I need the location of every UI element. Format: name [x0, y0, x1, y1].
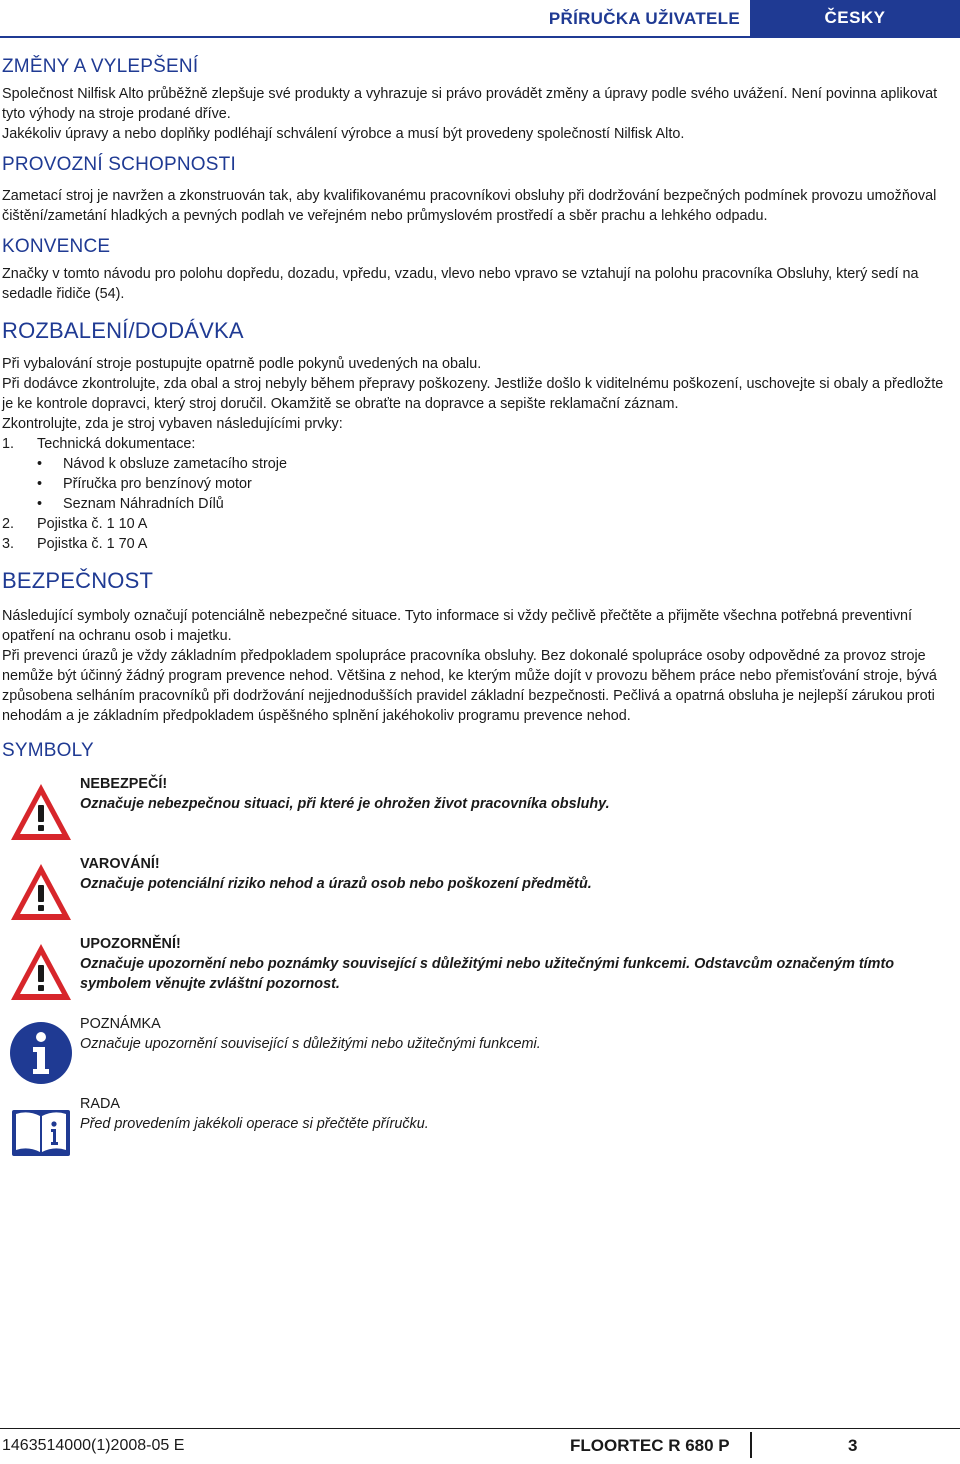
sublist-item: • Seznam Náhradních Dílů	[37, 496, 224, 512]
symbol-description: Označuje nebezpečnou situaci, při které je ohrožen život pracovníka obsluhy.	[80, 796, 610, 812]
unpacking-paragraph-1: Při vybalování stroje postupujte opatrně podle pokynů uvedených na obalu.	[2, 356, 482, 372]
section-operation	[2, 154, 957, 226]
symbol-caution	[2, 934, 957, 1014]
document-code: 1463514000(1)2008-05 E	[2, 1437, 185, 1454]
heading-operation: PROVOZNÍ SCHOPNOSTI	[2, 154, 236, 175]
symbol-description: Před provedením jakékoli operace si přečtěte příručku.	[80, 1116, 429, 1132]
safety-paragraph-2: Při prevenci úrazů je vždy základním předpokladem spolupráce pracovníka obsluhy. Bez dokonalé spolupráce osoby odpovědné za provoz stroje nemůže být účinný žádný program prevence nehod. Většina z nehod, ke kterým může dojít v provozu během práce nebo přemisťování stroje, bývá způsobena selháním pracovníků při dodržování nejjednodušších pravidel základní bezpečnosti. Pečlivá a opatrná obsluha je nejlepší zárukou proti nehodám a je základním předpokladem úspěšného splnění jakéhokoliv programu prevence nehod.	[2, 648, 937, 724]
heading-conventions: KONVENCE	[2, 236, 111, 257]
list-item: 1. Technická dokumentace:	[2, 436, 196, 452]
info-circle-icon	[8, 1020, 74, 1086]
operation-paragraph: Zametací stroj je navržen a zkonstruován tak, aby kvalifikovanému pracovníkovi obsluhy při dodržování bezpečných podmínek provozu umožňoval čištění/zametání hladkých a pevných podlah ve veřejném nebo průmyslovém prostředí a sběr prachu a lehkého odpadu.	[2, 188, 937, 224]
symbol-description: Označuje potenciální riziko nehod a úrazů osob nebo poškození předmětů.	[80, 876, 592, 892]
symbol-title: VAROVÁNÍ!	[80, 856, 160, 872]
symbol-title: NEBEZPEČÍ!	[80, 776, 168, 792]
unpacking-paragraph-3: Zkontrolujte, zda je stroj vybaven následujícími prvky:	[2, 416, 343, 432]
section-changes	[2, 56, 957, 144]
symbol-tip	[2, 1094, 957, 1174]
symbol-danger	[2, 774, 957, 854]
symbol-title: POZNÁMKA	[80, 1016, 161, 1032]
manual-title: PŘÍRUČKA UŽIVATELE	[548, 9, 740, 28]
symbol-description: Označuje upozornění související s důležitými nebo užitečnými funkcemi.	[80, 1036, 541, 1052]
list-item: 3. Pojistka č. 1 70 A	[2, 536, 148, 552]
page-number: 3	[848, 1436, 858, 1455]
heading-safety: BEZPEČNOST	[2, 568, 154, 593]
footer-separator	[750, 1432, 752, 1458]
heading-symbols: SYMBOLY	[2, 740, 94, 761]
heading-changes: ZMĚNY A VYLEPŠENÍ	[2, 56, 199, 77]
symbol-title: RADA	[80, 1096, 120, 1112]
symbol-description: Označuje upozornění nebo poznámky související s důležitými nebo užitečnými funkcemi. Odstavcům označeným tímto symbolem věnujte zvláštní pozornost.	[80, 956, 895, 992]
warning-triangle-icon	[8, 860, 74, 926]
list-item: 2. Pojistka č. 1 10 A	[2, 516, 148, 532]
section-conventions	[2, 236, 957, 304]
open-book-icon	[8, 1100, 74, 1166]
unpacking-paragraph-2: Při dodávce zkontrolujte, zda obal a stroj nebyly během přepravy poškozeny. Jestliže došlo k viditelnému poškození, uschovejte si obaly a předložte je ke kontrole dopravci, který stroj doručil. Okamžitě se obraťte na dopravce a sepište reklamační záznam.	[2, 376, 944, 412]
footer-divider	[0, 1428, 960, 1429]
symbol-warning	[2, 854, 957, 934]
changes-paragraph-1: Společnost Nilfisk Alto průběžně zlepšuje své produkty a vyhrazuje si právo provádět změny a úpravy podle svého uvážení. Není povinna aplikovat tyto výhody na stroje prodané dříve.	[2, 86, 938, 122]
warning-triangle-icon	[8, 940, 74, 1006]
changes-paragraph-2: Jakékoliv úpravy a nebo doplňky podléhají schválení výrobce a musí být provedeny společností Nilfisk Alto.	[2, 126, 685, 142]
section-unpacking	[2, 318, 957, 554]
model-name: FLOORTEC R 680 P	[570, 1436, 730, 1455]
safety-paragraph-1: Následující symboly označují potenciálně nebezpečné situace. Tyto informace si vždy pečlivě přečtěte a přijměte všechna potřebná preventivní opatření na ochranu osob i majetku.	[2, 608, 913, 644]
language-tab: ČESKY	[750, 0, 960, 36]
symbol-note	[2, 1014, 957, 1094]
warning-triangle-icon	[8, 780, 74, 846]
heading-unpacking: ROZBALENÍ/DODÁVKA	[2, 318, 244, 343]
symbols-list	[2, 774, 957, 1174]
section-safety	[2, 568, 957, 726]
header-divider	[0, 36, 960, 38]
page-content	[2, 52, 957, 1174]
sublist-item: • Návod k obsluze zametacího stroje	[37, 456, 287, 472]
sublist-item: • Příručka pro benzínový motor	[37, 476, 252, 492]
section-symbols	[2, 740, 957, 1174]
symbol-title: UPOZORNĚNÍ!	[80, 936, 181, 952]
conventions-paragraph: Značky v tomto návodu pro polohu dopředu, dozadu, vpředu, vzadu, vlevo nebo vpravo se vztahují na polohu pracovníka Obsluhy, který sedí na sedadle řidiče (54).	[2, 266, 919, 302]
page-header	[0, 0, 960, 40]
